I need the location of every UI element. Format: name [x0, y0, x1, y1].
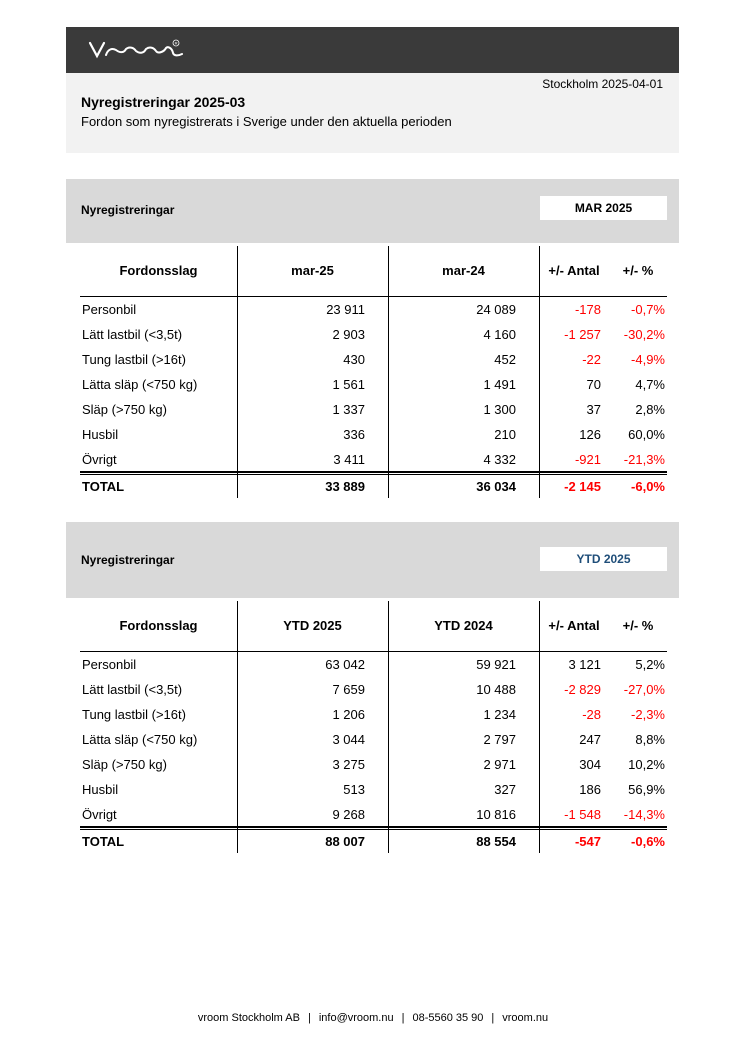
cell-previous: 1 300: [483, 402, 516, 417]
cell-current: 1 561: [332, 377, 365, 392]
cell-vehicle-type: Tung lastbil (>16t): [82, 352, 186, 367]
cell-current: 23 911: [326, 302, 365, 317]
cell-current: 430: [343, 352, 365, 367]
ytd-section-band: [66, 522, 679, 598]
table-row: [80, 372, 667, 397]
cell-vehicle-type: Lätta släp (<750 kg): [82, 732, 198, 747]
cell-current: 3 275: [332, 757, 365, 772]
svg-text:R: R: [174, 40, 178, 46]
cell-diff: -28: [582, 707, 601, 722]
cell-pct: -30,2%: [623, 327, 665, 342]
cell-vehicle-type: Lätta släp (<750 kg): [82, 377, 198, 392]
cell-current: 3 411: [333, 452, 365, 467]
cell-previous: 1 234: [483, 707, 516, 722]
cell-current: 1 337: [332, 402, 365, 417]
cell-previous: 10 488: [476, 682, 516, 697]
cell-diff: -2 829: [564, 682, 601, 697]
ytd-section-label: Nyregistreringar: [81, 553, 175, 567]
cell-pct: -4,9%: [631, 352, 665, 367]
cell-pct: 8,8%: [635, 732, 665, 747]
brand-bar: [66, 27, 679, 73]
table-row: [80, 322, 667, 347]
footer-separator: |: [491, 1012, 495, 1024]
cell-previous: 1 491: [483, 377, 516, 392]
col-header-diff: +/- Antal: [548, 263, 600, 278]
cell-diff: 186: [579, 782, 601, 797]
cell-pct: 5,2%: [635, 657, 665, 672]
cell-current: 33 889: [325, 479, 365, 494]
col-header-previous: mar-24: [442, 263, 485, 278]
cell-vehicle-type: Husbil: [82, 782, 119, 797]
report-title: Nyregistreringar 2025-03: [81, 94, 246, 110]
cell-diff: 70: [586, 377, 601, 392]
monthly-section-label: Nyregistreringar: [81, 203, 175, 217]
cell-pct: -14,3%: [623, 807, 665, 822]
cell-vehicle-type: Husbil: [82, 427, 119, 442]
monthly-period-badge: MAR 2025: [540, 196, 667, 220]
cell-diff: -22: [582, 352, 601, 367]
col-header-previous: YTD 2024: [434, 618, 493, 633]
monthly-table: [80, 246, 667, 498]
table-row: [80, 727, 667, 752]
col-header-fordonsslag: Fordonsslag: [119, 263, 198, 278]
cell-vehicle-type: Övrigt: [82, 452, 117, 467]
cell-vehicle-type: Tung lastbil (>16t): [82, 707, 186, 722]
cell-vehicle-type: Övrigt: [82, 807, 117, 822]
cell-previous: 59 921: [476, 657, 516, 672]
report-date: Stockholm 2025-04-01: [542, 77, 663, 91]
cell-previous: 88 554: [476, 834, 516, 849]
cell-diff: 126: [579, 427, 601, 442]
vroom-logo: [88, 37, 188, 63]
cell-pct: 60,0%: [628, 427, 665, 442]
table-row: [80, 802, 667, 827]
cell-current: 513: [343, 782, 365, 797]
cell-vehicle-type: Personbil: [82, 657, 137, 672]
monthly-section-band: [66, 179, 679, 243]
cell-diff: -2 145: [564, 479, 601, 494]
table-row: [80, 752, 667, 777]
col-header-pct: +/- %: [622, 263, 654, 278]
col-header-diff: +/- Antal: [548, 618, 600, 633]
footer-separator: |: [401, 1012, 405, 1024]
ytd-table: [80, 601, 667, 853]
report-header: [66, 73, 679, 153]
cell-vehicle-type: TOTAL: [82, 834, 125, 849]
table-row: [80, 677, 667, 702]
cell-diff: -1 548: [564, 807, 601, 822]
total-row: [80, 829, 667, 854]
table-row: [80, 777, 667, 802]
cell-current: 88 007: [325, 834, 365, 849]
cell-diff: -178: [574, 302, 601, 317]
cell-previous: 24 089: [476, 302, 516, 317]
cell-pct: 2,8%: [635, 402, 665, 417]
cell-previous: 2 797: [483, 732, 516, 747]
cell-current: 1 206: [332, 707, 365, 722]
cell-vehicle-type: TOTAL: [82, 479, 125, 494]
cell-current: 9 268: [332, 807, 365, 822]
table-row: [80, 447, 667, 472]
cell-diff: 304: [579, 757, 601, 772]
cell-diff: 3 121: [568, 657, 601, 672]
col-header-fordonsslag: Fordonsslag: [119, 618, 198, 633]
cell-pct: 10,2%: [628, 757, 665, 772]
cell-vehicle-type: Lätt lastbil (<3,5t): [82, 327, 183, 342]
cell-pct: -21,3%: [623, 452, 665, 467]
footer-company: vroom Stockholm AB: [197, 1012, 300, 1024]
table-row: [80, 652, 667, 677]
footer: [0, 1012, 746, 1024]
cell-vehicle-type: Släp (>750 kg): [82, 402, 167, 417]
cell-current: 336: [343, 427, 365, 442]
cell-current: 63 042: [325, 657, 365, 672]
cell-vehicle-type: Lätt lastbil (<3,5t): [82, 682, 183, 697]
cell-pct: -6,0%: [631, 479, 665, 494]
cell-previous: 210: [494, 427, 516, 442]
cell-previous: 10 816: [476, 807, 516, 822]
footer-phone: 08-5560 35 90: [412, 1012, 484, 1024]
cell-previous: 36 034: [476, 479, 516, 494]
cell-diff: -921: [574, 452, 601, 467]
cell-vehicle-type: Personbil: [82, 302, 137, 317]
cell-previous: 4 332: [483, 452, 516, 467]
table-row: [80, 347, 667, 372]
cell-pct: -2,3%: [631, 707, 665, 722]
table-row: [80, 702, 667, 727]
total-row: [80, 474, 667, 499]
table-row: [80, 397, 667, 422]
cell-previous: 2 971: [483, 757, 516, 772]
col-header-current: YTD 2025: [283, 618, 342, 633]
report-subtitle: Fordon som nyregistrerats i Sverige under den aktuella perioden: [81, 114, 452, 129]
cell-pct: 56,9%: [628, 782, 665, 797]
cell-diff: -1 257: [564, 327, 601, 342]
table-row: [80, 422, 667, 447]
table-row: [80, 297, 667, 322]
cell-pct: -27,0%: [623, 682, 665, 697]
cell-previous: 452: [494, 352, 516, 367]
cell-current: 7 659: [332, 682, 365, 697]
footer-website[interactable]: vroom.nu: [502, 1012, 549, 1024]
cell-diff: -547: [574, 834, 601, 849]
cell-diff: 37: [586, 402, 601, 417]
cell-previous: 4 160: [483, 327, 516, 342]
footer-separator: |: [307, 1012, 311, 1024]
cell-current: 3 044: [332, 732, 365, 747]
cell-current: 2 903: [332, 327, 365, 342]
cell-pct: -0,7%: [631, 302, 665, 317]
col-header-pct: +/- %: [622, 618, 654, 633]
cell-vehicle-type: Släp (>750 kg): [82, 757, 167, 772]
cell-pct: 4,7%: [635, 377, 665, 392]
col-header-current: mar-25: [291, 263, 334, 278]
cell-pct: -0,6%: [631, 834, 665, 849]
cell-previous: 327: [494, 782, 516, 797]
cell-diff: 247: [579, 732, 601, 747]
footer-email[interactable]: info@vroom.nu: [318, 1012, 394, 1024]
ytd-period-badge: YTD 2025: [540, 547, 667, 571]
